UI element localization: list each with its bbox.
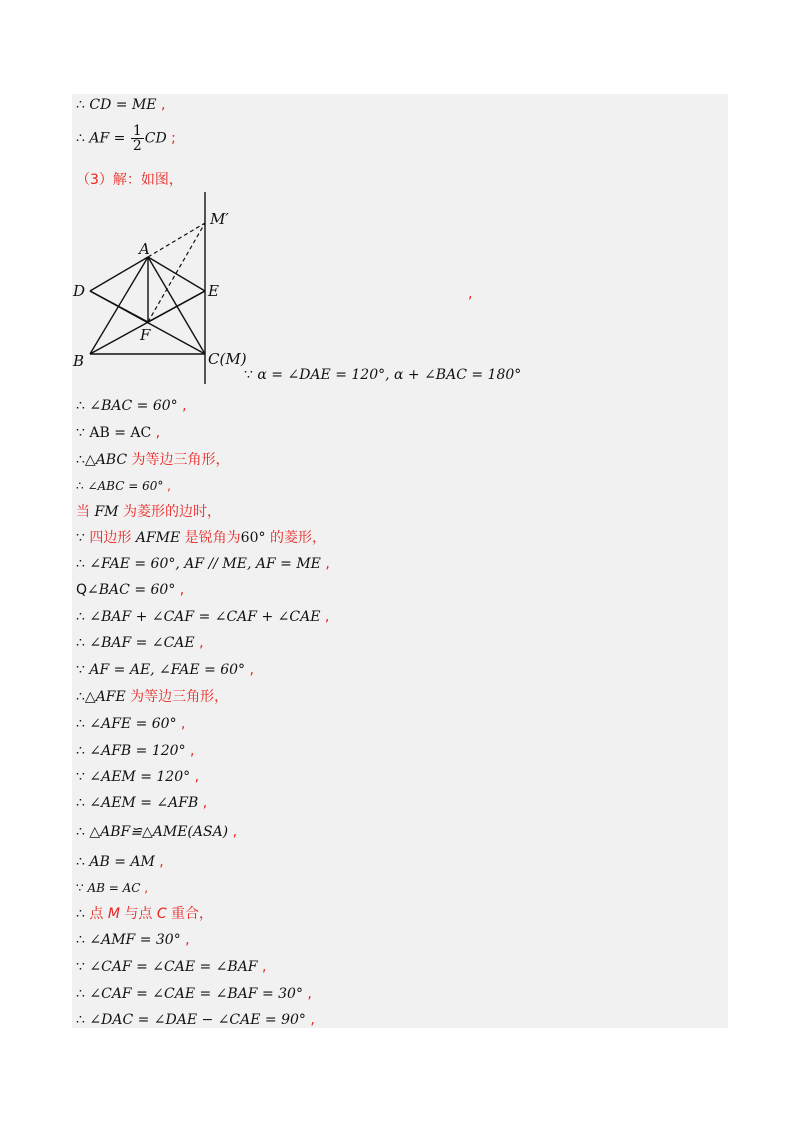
therefore-symbol: ∴ [76, 97, 85, 113]
point-label: C [156, 906, 167, 922]
line-27 [76, 1011, 315, 1029]
dashed-am-prime [148, 223, 205, 257]
math-expr: ∠AEM = ∠AFB [84, 795, 199, 811]
punct: , [198, 795, 208, 811]
line-23 [76, 905, 213, 923]
line-26 [76, 985, 312, 1003]
math-expr: △ABF≌△AME(ASA) [84, 824, 229, 840]
therefore-symbol: ∴ [76, 479, 84, 493]
math-expr: ∠BAC = 60° [84, 398, 178, 414]
line-5 [76, 424, 160, 442]
therefore-symbol: ∴ [76, 716, 85, 732]
math-expr: AFE [95, 689, 126, 705]
math-expr: ∠AMF = 30° [84, 932, 181, 948]
fraction-numerator: 1 [132, 123, 142, 139]
punct: , [228, 824, 238, 840]
part3-heading: （3）解：如图， [76, 172, 183, 188]
because-symbol: ∵ [76, 425, 85, 441]
line-22 [76, 879, 148, 897]
line-17 [76, 742, 194, 760]
red-text: 为菱形的边时， [118, 504, 221, 520]
math-expr: ABC [95, 452, 128, 468]
math-expr: ∠AFE = 60° [84, 716, 177, 732]
therefore-symbol: ∴ [76, 556, 85, 572]
red-text: 重合， [166, 906, 214, 922]
punct: , [245, 662, 254, 678]
math-expr: AF = [84, 130, 130, 147]
math-expr: CD [144, 130, 167, 147]
red-text: 与点 [119, 906, 157, 922]
punct: , [156, 97, 166, 113]
comma-after-figure [468, 285, 472, 303]
red-text: 点 [84, 906, 108, 922]
line-15 [76, 688, 228, 706]
point-label: M [107, 906, 120, 922]
math-expr: ∠DAC = ∠DAE − ∠CAE = 90° [84, 1012, 306, 1028]
line-20 [76, 823, 237, 841]
label-a: A [139, 240, 150, 258]
math-expr: CD = ME [84, 97, 157, 113]
label-cm: C(M) [208, 350, 247, 368]
math-expr: ∠AEM = 120° [84, 769, 191, 785]
math-expr: ∠BAF = ∠CAE [84, 635, 195, 651]
punct: , [176, 716, 186, 732]
therefore-symbol: ∴ [76, 854, 85, 870]
math-expr: ∠ABC = 60° [83, 479, 164, 493]
punct: , [468, 286, 473, 302]
punct: , [180, 932, 190, 948]
because-symbol: ∵ [244, 367, 253, 383]
red-text: 的菱形， [265, 530, 326, 546]
line-13 [76, 634, 204, 652]
because-symbol: ∵ [76, 959, 85, 975]
math-expr: ∠BAC = 60° [87, 582, 176, 598]
punct: , [320, 556, 330, 572]
red-text: 四边形 [84, 530, 136, 546]
math-expr: AB = AC [84, 425, 152, 441]
label-e: E [208, 282, 219, 300]
math-expr: AB = AC [83, 881, 141, 895]
math-expr: AFME [135, 530, 181, 546]
punct: , [163, 479, 171, 493]
punct: , [305, 1012, 315, 1028]
line-12 [76, 608, 329, 626]
line-cd-eq-me [76, 96, 165, 114]
because-symbol: ∵ [76, 881, 84, 895]
punct: , [257, 959, 267, 975]
therefore-symbol: ∴ [76, 743, 85, 759]
math-expr: AB = AM [84, 854, 155, 870]
segment-da [90, 257, 148, 291]
punct: , [185, 743, 195, 759]
line-11 [76, 581, 184, 599]
punct: , [190, 769, 200, 785]
because-symbol: ∵ [76, 769, 85, 785]
therefore-symbol: ∴ [76, 609, 85, 625]
line-24 [76, 931, 190, 949]
math-expr: FM [94, 504, 119, 520]
punct: , [177, 398, 187, 414]
line-7 [76, 477, 171, 495]
line-21 [76, 853, 164, 871]
line-af-half-cd [76, 124, 176, 153]
punct: , [154, 854, 164, 870]
red-text: 当 [76, 504, 95, 520]
therefore-symbol: ∴ [76, 1012, 85, 1028]
therefore-symbol: ∴ [76, 398, 85, 414]
therefore-symbol: ∴ [76, 130, 85, 147]
punct: , [194, 635, 204, 651]
math-expr: ∠CAF = ∠CAE = ∠BAF [84, 959, 258, 975]
label-d: D [73, 282, 86, 300]
label-b: B [73, 352, 85, 370]
math-expr: α = ∠DAE = 120°, α + ∠BAC = 180° [252, 367, 522, 383]
punct: , [175, 582, 185, 598]
therefore-symbol: ∴ [76, 986, 85, 1002]
line-10 [76, 555, 330, 573]
line-16 [76, 715, 186, 733]
because-symbol: ∵ [76, 530, 85, 546]
therefore-symbol: ∴ [76, 635, 85, 651]
math-expr: ∠AFB = 120° [84, 743, 186, 759]
therefore-symbol: ∴△ [76, 452, 96, 468]
punct: , [302, 986, 312, 1002]
math-expr: ∠CAF = ∠CAE = ∠BAF = 30° [84, 986, 303, 1002]
line-6 [76, 451, 230, 469]
therefore-symbol: ∴ [76, 906, 85, 922]
line-8 [76, 503, 221, 521]
line-19 [76, 794, 207, 812]
therefore-symbol: ∴ [76, 795, 85, 811]
punct: ; [166, 130, 176, 147]
punct: , [320, 609, 330, 625]
math-expr: ∠FAE = 60°, AF // ME, AF = ME [84, 556, 321, 572]
therefore-symbol: ∴ [76, 932, 85, 948]
therefore-symbol: ∴ [76, 824, 85, 840]
geometry-figure [70, 192, 247, 388]
because-symbol: ∵ [76, 662, 85, 678]
segment-ae [148, 257, 205, 291]
label-f: F [140, 326, 151, 344]
line-25 [76, 958, 266, 976]
line-18 [76, 768, 199, 786]
line-14 [76, 661, 254, 679]
math-expr: AF = AE, ∠FAE = 60° [84, 662, 246, 678]
red-text: 为等边三角形， [125, 689, 229, 705]
therefore-symbol: ∴△ [76, 689, 96, 705]
punct: , [140, 881, 149, 895]
red-text: 为等边三角形， [127, 452, 230, 468]
since-symbol: Q [76, 582, 88, 598]
line-4 [76, 397, 187, 415]
fraction-denominator: 2 [132, 138, 142, 154]
punct: , [151, 425, 161, 441]
line-9 [76, 529, 326, 547]
label-m-prime: M′ [210, 210, 229, 228]
degree-value: 60° [240, 530, 266, 546]
line-part3-heading [76, 171, 183, 189]
math-expr: ∠BAF + ∠CAF = ∠CAF + ∠CAE [84, 609, 321, 625]
line-alpha-equation [244, 367, 521, 383]
red-text: 是锐角为 [180, 530, 241, 546]
fraction [131, 124, 144, 153]
